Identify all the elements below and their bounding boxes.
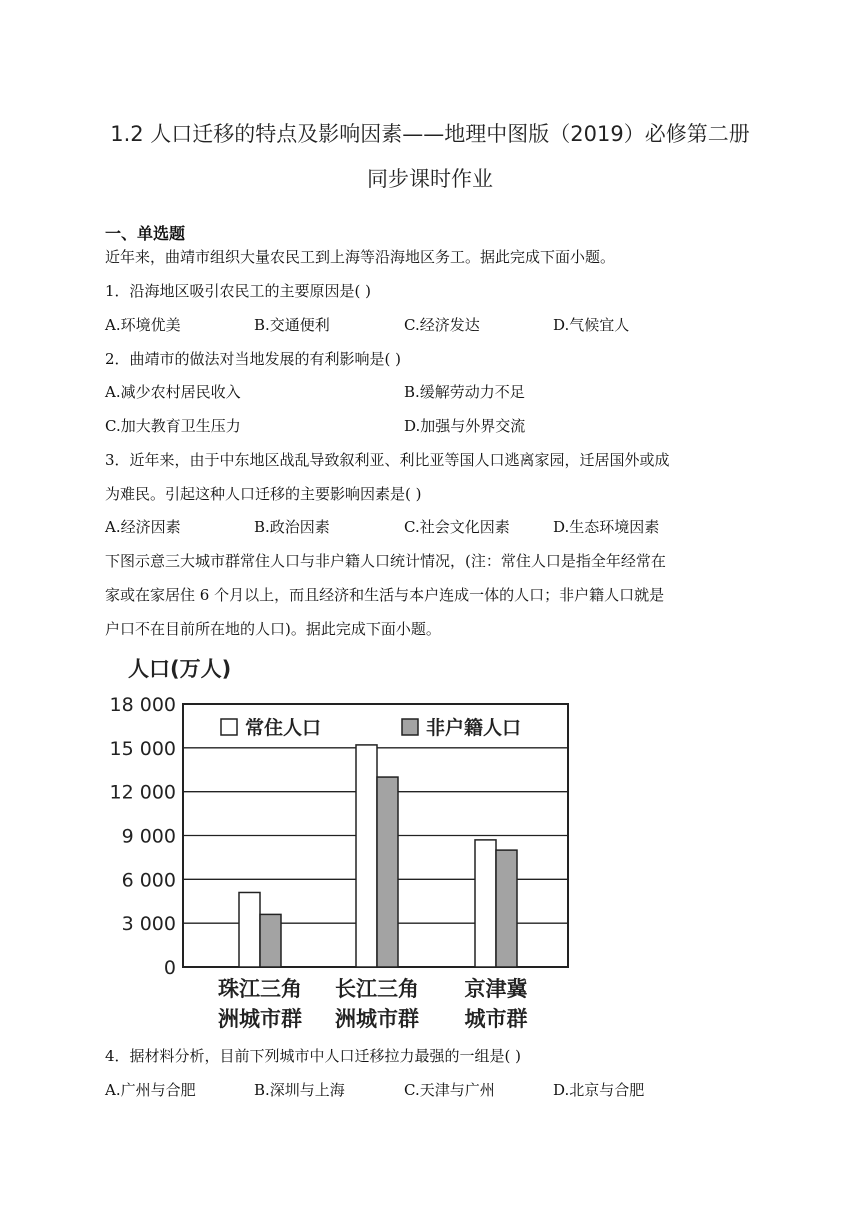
legend-label-resident: 常住人口 xyxy=(245,717,322,739)
intro-paragraph-2-line1: 下图示意三大城市群常住人口与非户籍人口统计情况，(注：常住人口是指全年经常在 xyxy=(105,552,666,570)
question-4-option-a: A.广州与合肥 xyxy=(105,1081,196,1099)
bar-resident-2 xyxy=(475,840,496,967)
y-tick-label: 9 000 xyxy=(121,825,176,848)
chart-ylabel: 人口(万人) xyxy=(128,657,232,681)
question-2-option-a: A.减少农村居民收入 xyxy=(105,383,241,401)
question-3-option-d: D.生态环境因素 xyxy=(553,518,660,536)
intro-paragraph-2-line3: 户口不在目前所在地的人口)。据此完成下面小题。 xyxy=(105,620,441,638)
question-1-option-b: B.交通便利 xyxy=(254,316,330,334)
y-tick-label: 6 000 xyxy=(121,869,176,892)
y-tick-label: 3 000 xyxy=(121,913,176,936)
question-3-option-a: A.经济因素 xyxy=(105,518,181,536)
x-category-label: 洲城市群 xyxy=(218,1007,302,1031)
question-2-option-d: D.加强与外界交流 xyxy=(404,417,526,435)
question-4-stem: 4．据材料分析，目前下列城市中人口迁移拉力最强的一组是( ) xyxy=(105,1047,522,1065)
bar-resident-0 xyxy=(239,892,260,967)
question-2-option-c: C.加大教育卫生压力 xyxy=(105,417,241,435)
document-title-line1: 1.2 人口迁移的特点及影响因素——地理中图版（2019）必修第二册 xyxy=(110,122,750,146)
x-category-label: 城市群 xyxy=(464,1007,528,1031)
question-1-stem: 1．沿海地区吸引农民工的主要原因是( ) xyxy=(105,282,372,300)
legend-label-nonregistered: 非户籍人口 xyxy=(426,717,522,739)
question-2-option-b: B.缓解劳动力不足 xyxy=(404,383,525,401)
question-1-option-c: C.经济发达 xyxy=(404,316,480,334)
question-1-option-a: A.环境优美 xyxy=(105,316,181,334)
question-1-option-d: D.气候宜人 xyxy=(553,316,630,334)
question-3-stem-line2: 为难民。引起这种人口迁移的主要影响因素是( ) xyxy=(105,485,422,503)
y-tick-label: 15 000 xyxy=(109,737,176,760)
question-3-stem-line1: 3．近年来，由于中东地区战乱导致叙利亚、利比亚等国人口逃离家园，迁居国外或成 xyxy=(105,451,670,469)
section-heading: 一、单选题 xyxy=(105,224,186,243)
bar-nonregistered-0 xyxy=(260,914,281,967)
population-bar-chart xyxy=(100,648,580,1038)
question-2-stem: 2．曲靖市的做法对当地发展的有利影响是( ) xyxy=(105,350,402,368)
bar-resident-1 xyxy=(356,745,377,967)
question-3-option-b: B.政治因素 xyxy=(254,518,330,536)
y-tick-label: 18 000 xyxy=(109,694,176,716)
bar-nonregistered-2 xyxy=(496,850,517,967)
x-category-label: 珠江三角 xyxy=(218,977,302,1001)
x-category-label: 长江三角 xyxy=(335,977,419,1001)
legend-swatch-nonregistered xyxy=(402,719,418,735)
x-category-label: 洲城市群 xyxy=(335,1007,419,1031)
question-4-option-c: C.天津与广州 xyxy=(404,1081,495,1099)
document-title-line2: 同步课时作业 xyxy=(367,167,493,191)
question-3-option-c: C.社会文化因素 xyxy=(404,518,510,536)
intro-paragraph-2-line2: 家或在家居住 6 个月以上，而且经济和生活与本户连成一体的人口；非户籍人口就是 xyxy=(105,586,665,604)
y-tick-label: 12 000 xyxy=(109,781,176,804)
question-4-option-b: B.深圳与上海 xyxy=(254,1081,345,1099)
bar-nonregistered-1 xyxy=(377,777,398,967)
question-4-option-d: D.北京与合肥 xyxy=(553,1081,645,1099)
intro-paragraph-1: 近年来，曲靖市组织大量农民工到上海等沿海地区务工。据此完成下面小题。 xyxy=(105,248,616,266)
x-category-label: 京津冀 xyxy=(464,977,528,1001)
y-tick-label: 0 xyxy=(163,957,176,979)
legend-swatch-resident xyxy=(221,719,237,735)
